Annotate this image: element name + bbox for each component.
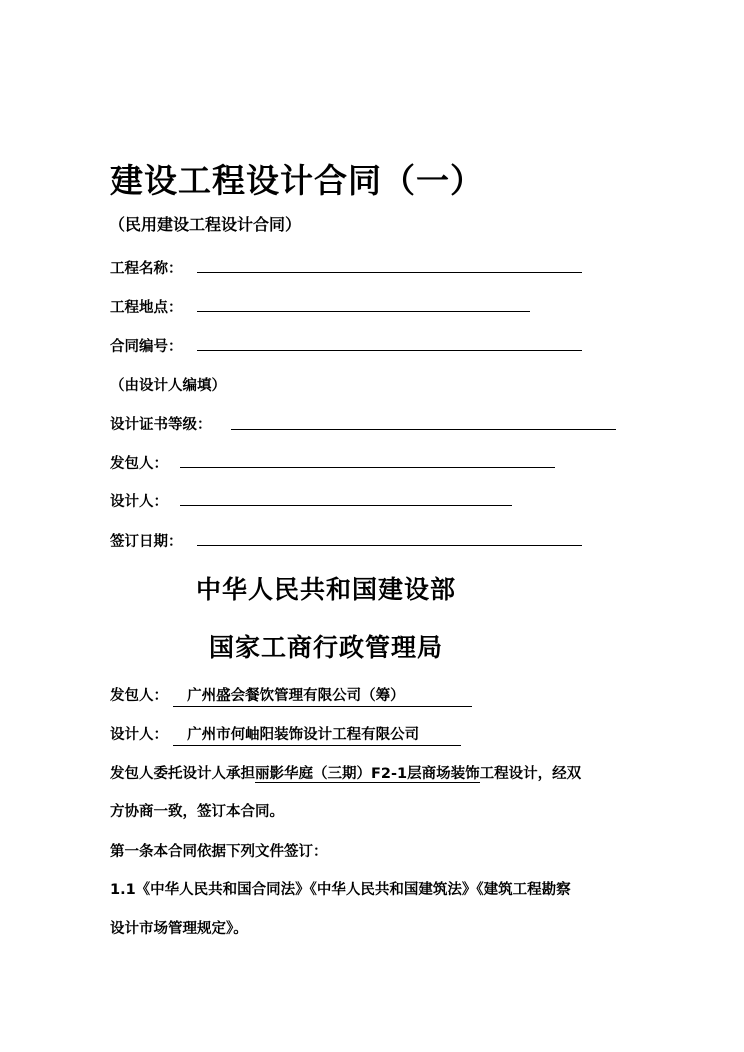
contract-number-line [197, 350, 582, 351]
contract-number-label: 合同编号： [110, 339, 183, 355]
designer-line [180, 505, 512, 506]
project-name-line [197, 272, 582, 273]
designer-party-value: 广州市何岫阳装饰设计工程有限公司 [173, 723, 461, 746]
client-party-value: 广州盛会餐饮管理有限公司（筹） [173, 684, 472, 707]
intro-text-part2: 工程设计，经双 [479, 766, 582, 782]
project-name-label: 工程名称： [110, 261, 183, 277]
intro-line-1 [110, 762, 581, 783]
designer-party-label: 设计人： [110, 727, 168, 743]
cert-level-label: 设计证书等级： [110, 417, 212, 433]
ministry-name: 中华人民共和国建设部 [196, 575, 457, 604]
intro-text-part1: 发包人委托设计人承担 [110, 766, 255, 782]
client-party-row [110, 684, 472, 707]
designer-party-row [110, 723, 461, 746]
intro-project-name: 丽影华庭（三期）F2-1层商场装饰 [255, 766, 480, 782]
project-location-line [197, 311, 530, 312]
sign-date-label: 签订日期： [110, 534, 183, 550]
client-line [180, 467, 555, 468]
intro-line-2: 方协商一致，签订本合同。 [110, 804, 284, 820]
sign-date-line [197, 545, 582, 546]
client-label: 发包人： [110, 456, 168, 472]
contract-subtitle: （民用建设工程设计合同） [109, 215, 302, 234]
project-location-label: 工程地点： [110, 300, 183, 316]
article1-heading: 第一条本合同依据下列文件签订： [110, 844, 328, 860]
filled-by-designer-note: （由设计人编填） [110, 378, 226, 394]
bureau-name: 国家工商行政管理局 [209, 633, 444, 662]
designer-label: 设计人： [110, 494, 168, 510]
article1-item-line1: 1.1《中华人民共和国合同法》《中华人民共和国建筑法》《建筑工程勘察 [110, 882, 571, 898]
client-party-label: 发包人： [110, 688, 168, 704]
article1-item-line2: 设计市场管理规定》。 [110, 921, 248, 937]
contract-title: 建设工程设计合同（一） [110, 161, 484, 200]
cert-level-line [231, 429, 616, 430]
